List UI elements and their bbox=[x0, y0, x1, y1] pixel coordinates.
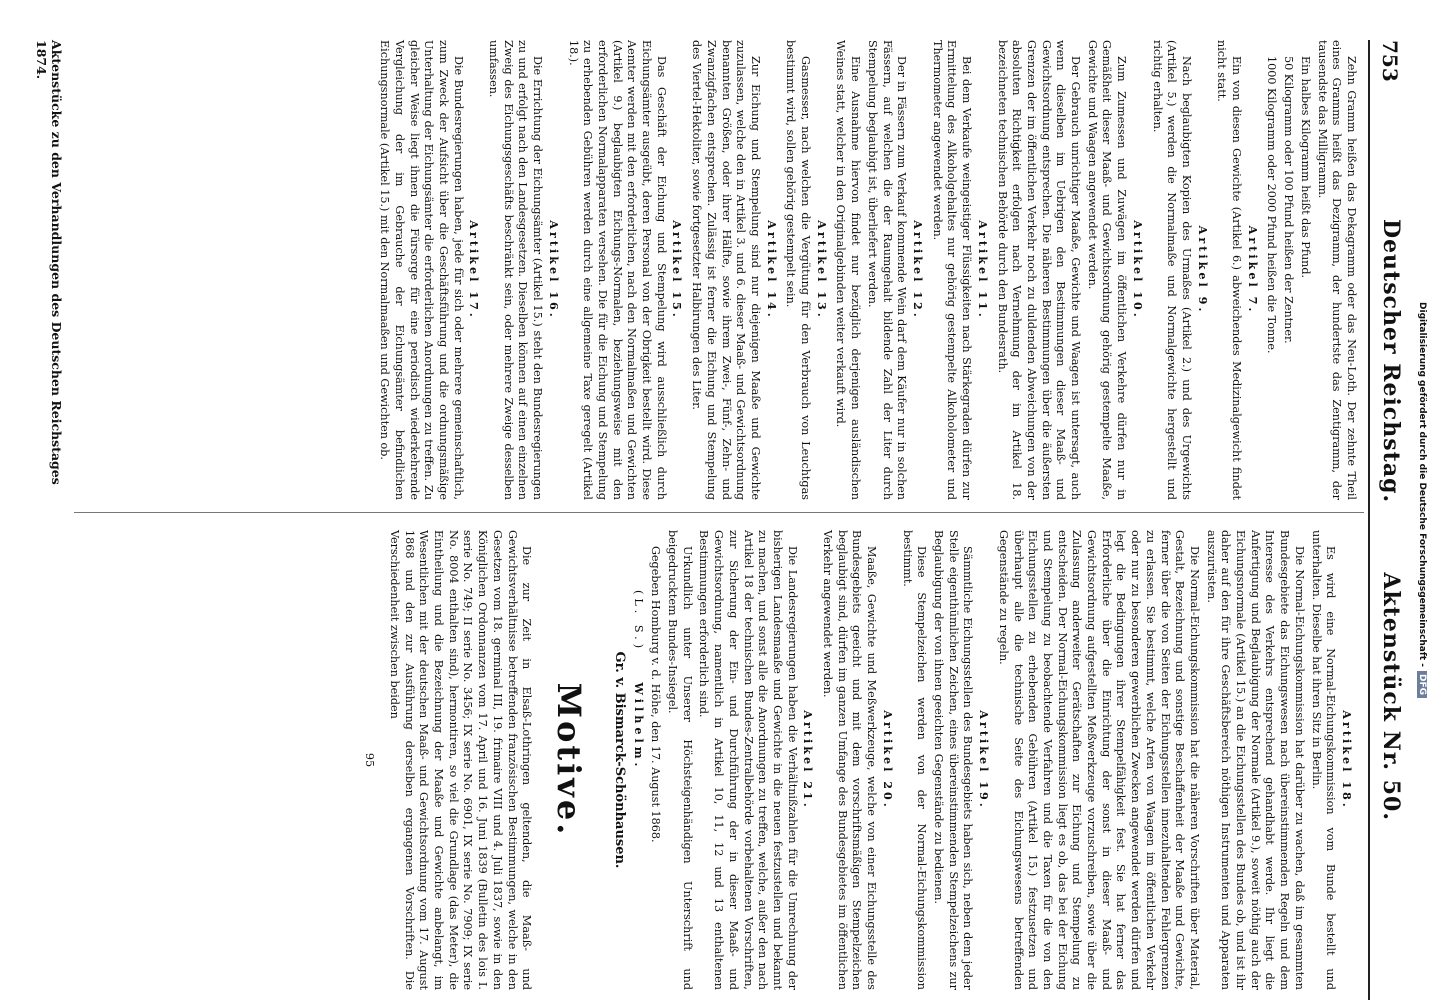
paragraph: 50 Kilogramm oder 100 Pfund heißen der Zentner. bbox=[1282, 56, 1296, 344]
sheet-number: 95 bbox=[363, 752, 377, 768]
article-heading: Artikel 12. bbox=[911, 220, 926, 320]
paragraph: Der Gebrauch unrichtiger Maaße, Gewichte und Waagen ist untersagt, auch wenn dieselben im Uebrigen den Bestimmungen dieser Maaß- und Gewichtsordnung entsprechen. Die näheren Bestimmungen über die äußersten Grenzen der im öffentlichen Verkehr noch zu duldenden Abweichungen von der absoluten Richtigkeit erfolgen nach Vernehmung der im Artikel 18. bezeichneten technischen Behörde durch den Bundesrath. bbox=[995, 40, 1083, 500]
right-column bbox=[360, 530, 1358, 990]
paragraph: Die Normal-Eichungskommission hat die näheren Vorschriften über Material, Gestalt, Bezeichnung und sonstige Beschaffenheit der Maaße und Gewichte, ferner über die von Seiten der Eichungsstellen innezuhaltenden Fehlergrenzen zu erlassen. Sie bestimmt, welche Arten von Waagen im öffentlichen Verkehr oder nur zu besonderen gewerblichen Zwecken angewendet werden dürfen und legt die Bedingungen ihrer Stempelfähigkeit fest. Sie hat ferner das Erforderliche über die Einrichtung der sonst in dieser Maaß- und Gewichtsordnung aufgestellten Meßwerkzeuge vorzuschreiben, sowie über die Zulassung anderweiter Gerätschaften zur Eichung und Stempelung zu entscheiden. Der Normal-Eichungskommission liegt es ob, das bei der Eichung und Stempelung zu beobachtende Verfahren und die Taxen für die von den Eichungsstellen zu erhebenden Gebühren (Artikel 15.) festzusetzen und überhaupt alle die technische Seite des Eichungswesens betreffenden Gegenstände zu regeln. bbox=[996, 530, 1201, 990]
paragraph: Nach beglaubigten Kopien des Urmaßes (Artikel 2.) und des Urgewichts (Artikel 5.) werden die Normalmaße und Normalgewichte hergestellt und richtig erhalten. bbox=[1150, 40, 1193, 500]
paragraph: Bei dem Verkaufe weingeistiger Flüssigkeiten nach Stärkegraden dürfen zur Ermittelung des Alkoholgehaltes nur gehörig gestempelte Alkoholometer und Thermometer angewendet werden. bbox=[930, 40, 974, 500]
paragraph: Urkundlich unter Unserer Höchsteigenhändigen Unterschrift und beigedrucktem Bundes-Insiegel. bbox=[666, 530, 694, 990]
digitization-text: Digitalisierung gefördert durch die Deutsche Forschungsgemeinschaft - bbox=[1417, 302, 1427, 667]
article-heading: Artikel 9. bbox=[1195, 225, 1210, 315]
article-heading: Artikel 10. bbox=[1130, 220, 1145, 320]
paragraph: Zur Eichung und Stempelung sind nur diejenigen Maaße und Gewichte zuzulassen, welche den in Artikel 3. und 6. dieser Maaß- und Gewichtsordnung benannten Größen, oder ihrer Hälfte, sowie ihrem Zwei-, Fünf-, Zehn- und Zwanzigfachen entsprechen. Zulässig ist ferner die Eichung und Stempelung des Viertel-Hektoliter, sowie fortgesetzter Halbirungen des Liter. bbox=[690, 40, 762, 500]
page-number: 753 bbox=[1378, 40, 1402, 82]
signature-wilhelm: Wilhelm. bbox=[631, 682, 646, 771]
paragraph: Die Landesregierungen haben die Verhältnißzahlen für die Umrechnung der bisherigen Landesmaaße und Gewichte in die neuen festzustellen und bekannt zu machen, und sonst alle die Anordnungen zu treffen, welche, außer den nach Artikel 18 der technischen Bundes-Zentralbehörde vorbehaltenen Vorschriften, zur Sicherung der Ein- und Durchführung der in dieser Maaß- und Gewichtsordnung, namentlich in Artikel 10, 11, 12 und 13 enthaltenen Bestimmungen erforderlich sind. bbox=[697, 530, 799, 990]
article-heading: Artikel 17. bbox=[467, 220, 482, 320]
rotated-content bbox=[30, 40, 1410, 1000]
signature-bismarck: Gr. v. Bismarck-Schönhausen. bbox=[611, 651, 627, 869]
dfg-logo: DFG bbox=[1417, 671, 1427, 698]
paragraph: Sämmtliche Eichungsstellen des Bundesgebiets haben sich, neben dem jeder Stelle eigenthümlichen Zeichen, eines übereinstimmenden Stempelzeichens zur Beglaubigung der von ihnen geeichten Gegenstände zu bedienen. bbox=[932, 530, 975, 990]
paragraph: Gegeben Homburg v. d. Höhe, den 17. August 1868. bbox=[649, 546, 663, 843]
paragraph: Ein halbes Kilogramm heißt das Pfund. bbox=[1298, 56, 1312, 279]
paragraph: Diese Stempelzeichen werden von der Normal-Eichungskommission bestimmt. bbox=[900, 530, 929, 990]
article-heading: Artikel 14. bbox=[764, 220, 779, 320]
paragraph: 1000 Kilogramm oder 2000 Pfund heißen die Tonne. bbox=[1265, 56, 1279, 354]
article-heading: Artikel 20. bbox=[880, 710, 895, 810]
paragraph: Die Bundesregierungen haben, jede für sich oder mehrere gemeinschaftlich, zum Zweck der Aufsicht über die Geschäftsführung und die ordnungsmäßige Unterhaltung der Eichungsämter die erforderlichen Anordnungen zu treffen. Zu gleicher Weise liegt ihnen die Fürsorge für eine periodisch wiederkehrende Vergleichung der im Gebrauche der Eichungsämter befindlichen Eichungsnormale (Artikel 15.) mit den Normalmaaßen und Gewichten ob. bbox=[378, 40, 465, 500]
article-heading: Artikel 11. bbox=[975, 220, 990, 320]
paragraph: Die Errichtung der Eichungsämter (Artikel 15.) steht den Bundesregierungen zu und erfolgt nach den Landesgesetzen. Dieselben können auf einen einzelnen Zweig des Eichungsgeschäfts beschränkt sein, oder mehrere Zweige desselben umfassen. bbox=[487, 40, 545, 500]
article-heading: Artikel 15. bbox=[670, 220, 685, 320]
document-title: Aktenstück Nr. 50. bbox=[1378, 572, 1404, 821]
paragraph: Zum Zumessen und Zuwägen im öffentlichen Verkehre dürfen nur in Gemäßheit dieser Maaß- und Gewichtsordnung gehörig gestempelte Maaße, Gewichte und Waagen angewendet werden. bbox=[1085, 40, 1129, 500]
paragraph: Maaße, Gewichte und Meßwerkzeuge, welche von einer Eichungsstelle des Bundesgebiets geeicht und mit dem vorschriftsmäßigen Stempelzeichen beglaubigt sind, dürfen im ganzen Umfange des Bundesgebietes im öffentlichen Verkehr angewendet werden. bbox=[821, 530, 879, 990]
section-heading-motive: Motive. bbox=[550, 682, 589, 838]
paragraph: Gasmesser, nach welchen die Vergütung für den Verbrauch von Leuchtgas bestimmt wird, sollen gehörig gestempelt sein. bbox=[784, 40, 813, 500]
paragraph: Die Normal-Eichungskommission hat darüber zu wachen, daß im gesammten Bundesgebiete das Eichungswesen nach übereinstimmenden Regeln und dem Interesse des Verkehrs entsprechend gehandhabt werde. Ihr liegt die Anfertigung und Beglaubigung der Normale (Artikel 9.), soweit nöthig auch der Eichungsnormale (Artikel 15.) an die Eichungsstellen des Bundes ob, und ist ihr daher auf den für ihre Geschäftsbereich nöthigen Instrumenten und Apparaten auszurüsten. bbox=[1204, 530, 1306, 990]
page-header bbox=[1364, 40, 1410, 1000]
page-footer: Aktenstücke zu den Verhandlungen des Deutschen Reichstages 1874. bbox=[34, 40, 64, 485]
paragraph: Es wird eine Normal-Eichungskommission vom Bunde bestellt und unterhalten. Dieselbe hat ihren Sitz in Berlin. bbox=[1309, 530, 1338, 990]
paragraph: Eine Ausnahme hiervon findet nur bezüglich derjenigen ausländischen Weines statt, welcher in den Originalgebinden weiter verkauft wird. bbox=[834, 40, 863, 500]
paragraph: Ein von diesen Gewichte (Artikel 6.) abweichendes Medizinalgewicht findet nicht statt. bbox=[1215, 40, 1244, 500]
paragraph: Die zur Zeit in Elsaß-Lothringen geltenden, die Maaß- und Gewichtsverhältnisse betreffenden französischen Bestimmungen, welche in den Gesetzen vom 18. germinal III, 19. frimaire VIII und 4. Juli 1837, sowie in den Königlichen Ordonnanzen vom 17. April und 16. Juni 1839 (Bulletin des lois I. serie No. 749; II serie No. 3456; IX serie No. 6901, IX serie No. 7909; IX serie No. 8004 enthalten sind), hermontiren, so viel die Grundlage (das Meter), die Eintheilung und die Bezeichnung der Maaße und Gewichte anbelangt, im Wesentlichen mit der deutschen Maaß- und Gewichtsordnung vom 17. August 1868 und den zur Ausführung derselben ergangenen Vorschriften. Die Verschiedenheit zwischen beiden bbox=[387, 530, 534, 990]
publication-title: Deutscher Reichstag. bbox=[1378, 218, 1404, 504]
digitization-note bbox=[1417, 0, 1427, 1000]
paragraph: Der in Fässern zum Verkauf kommende Wein darf dem Käufer nur in solchen Fässern, auf welchen die der Raumgehalt bildende Zahl der Liter durch Stempelung beglaubigt ist, überliefert werden. bbox=[865, 40, 909, 500]
article-heading: Artikel 21. bbox=[801, 710, 816, 810]
article-heading: Artikel 13. bbox=[814, 220, 829, 320]
paragraph: Zehn Gramm heißen das Dekagramm oder das Neu-Loth. Der zehnte Theil eines Gramms heißt das Dezigramm, der hundertste das Zentigramm, der tausendste das Milligramm. bbox=[1315, 40, 1358, 500]
paragraph: Das Geschäft der Eichung und Stempelung wird ausschließlich durch Eichungsämter ausgeübt, deren Personal von der Obrigkeit bestellt wird. Diese Aemter werden mit den erforderlichen, nach den Normalmaßen und Gewichten (Artikel 9.) beglaubigten Eichungs-Normalen, beziehungsweise mit den erforderlichen Normalapparaten versehen. Die für die Eichung und Stempelung zu erhebenden Gebühren werden durch eine allgemeine Taxe geregelt (Artikel 18.). bbox=[566, 40, 668, 500]
seal-label: (L. S.) bbox=[631, 590, 645, 653]
article-heading: Artikel 18. bbox=[1340, 710, 1354, 810]
article-heading: Artikel 7. bbox=[1245, 225, 1260, 315]
seal-mark bbox=[630, 530, 646, 990]
article-heading: Artikel 19. bbox=[977, 710, 992, 810]
article-heading: Artikel 16. bbox=[546, 220, 561, 320]
column-rule bbox=[74, 512, 1364, 513]
left-column bbox=[374, 40, 1358, 500]
header-rule bbox=[1368, 40, 1370, 1000]
header-title bbox=[1378, 40, 1404, 1000]
